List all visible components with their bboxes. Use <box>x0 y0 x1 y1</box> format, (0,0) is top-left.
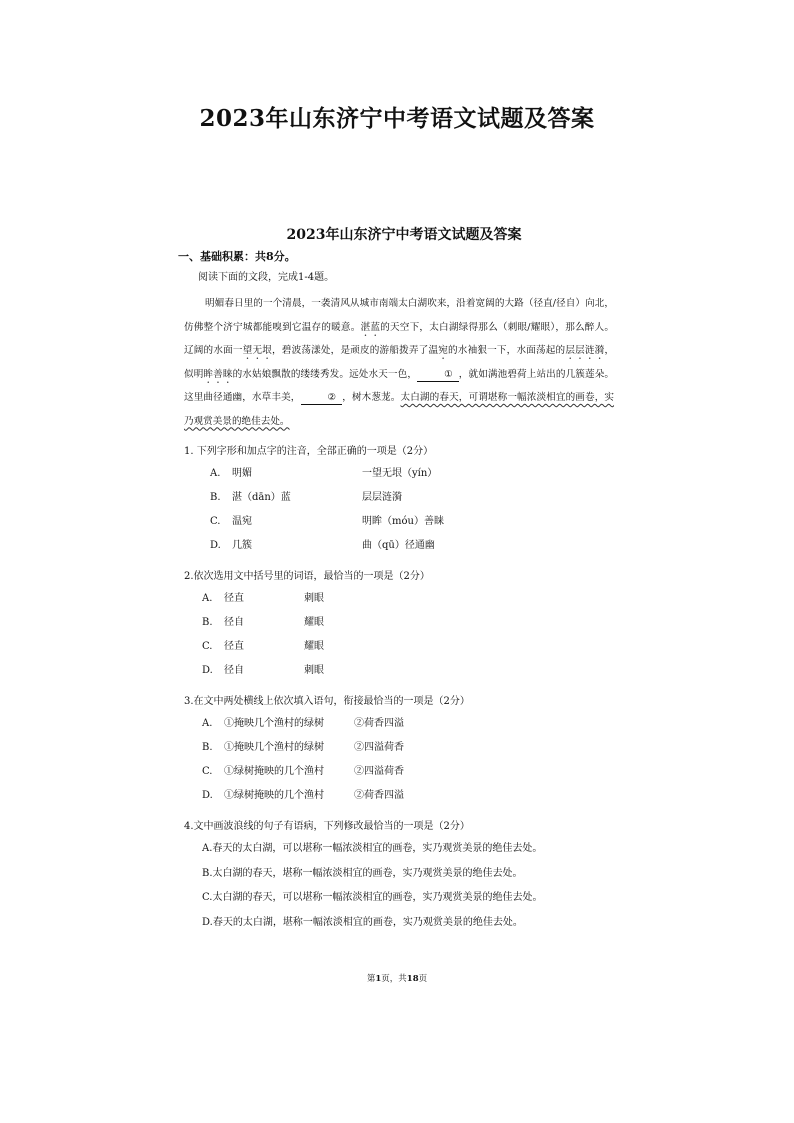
option-b: B.太白湖的春天，堪称一幅浓淡相宜的画卷，实乃观赏美景的绝佳去处。 <box>202 867 523 879</box>
option-letter: B. <box>202 617 213 628</box>
option-text: 曲（qū）径通幽 <box>362 540 435 551</box>
option-text: 耀眼 <box>304 617 324 628</box>
option-d <box>184 659 614 683</box>
option-text: ①掩映几个渔村的绿树 <box>224 718 324 729</box>
passage-text: 的水袖狠一下，水面荡起的 <box>448 345 566 356</box>
option-text: ②荷香四溢 <box>354 790 404 801</box>
option-a: A.春天的太白湖，可以堪称一幅浓淡相宜的画卷，实乃观赏美景的绝佳去处。 <box>202 843 543 854</box>
option-letter: D. <box>210 540 221 551</box>
passage-text: ，碧波荡漾处，是顽皮的游船拨弄了温 <box>272 345 439 356</box>
option-letter: B. <box>210 492 221 503</box>
dotted-word: 湛蓝 <box>360 321 381 333</box>
option-text: 径自 <box>224 665 244 676</box>
option-letter: A. <box>210 468 221 479</box>
reading-instruction: 阅读下面的文段，完成1-4题。 <box>198 272 335 283</box>
fill-blank-2: ② <box>301 392 343 405</box>
footer-text: 第 <box>366 974 376 984</box>
option-c <box>184 510 614 534</box>
option-letter: C. <box>202 641 213 652</box>
option-d <box>184 784 614 808</box>
dotted-word: 层层涟漪 <box>565 345 605 356</box>
option-letter: A. <box>202 593 213 604</box>
option-text: ②荷香四溢 <box>354 718 404 729</box>
section-heading: 一、基础积累：共8分。 <box>178 250 296 263</box>
option-text: ①绿树掩映的几个渔村 <box>224 790 324 801</box>
wavy-underlined-sentence: 太白湖的春天，可谓堪称一幅浓淡相宜的画卷，实乃观赏美景的绝佳去处。 <box>184 392 615 427</box>
option-b <box>184 611 614 635</box>
option-text: 刺眼 <box>304 665 324 676</box>
dotted-word: 望无垠 <box>242 345 273 356</box>
passage-text: ，就如满池碧荷上站出的几簇莲朵。这里曲径通幽，水草丰美， <box>184 368 615 403</box>
passage-text: 的天空下，太白湖绿得那么（刺眼/耀眼），那么醉人。辽阔的水面一 <box>184 321 615 356</box>
option-text: 刺眼 <box>304 593 324 604</box>
option-text: 径自 <box>224 617 244 628</box>
question-4 <box>184 816 614 935</box>
option-b <box>184 486 614 510</box>
question-2 <box>184 566 614 683</box>
option-letter: D. <box>202 790 213 801</box>
option-c: C.太白湖的春天，可以堪称一幅浓淡相宜的画卷，实乃观赏美景的绝佳去处。 <box>202 892 543 903</box>
passage-text: ，树木葱茏。 <box>342 392 401 403</box>
dotted-word: 眸善睐 <box>203 368 233 380</box>
passage-text: 的水姑娘飘散的缕缕秀发。远处水天一色， <box>232 368 418 380</box>
option-text: ②四溢荷香 <box>354 742 404 753</box>
option-text: 层层涟漪 <box>362 492 402 503</box>
page-footer <box>0 972 794 984</box>
option-letter: C. <box>210 516 221 527</box>
option-letter: C. <box>202 766 213 777</box>
option-letter: A. <box>202 718 213 729</box>
page-total: 18 <box>406 974 419 984</box>
option-text: 径直 <box>224 593 244 604</box>
option-text: 几簇 <box>232 540 252 551</box>
option-c <box>184 760 614 784</box>
option-text: 湛（dān）蓝 <box>232 492 291 503</box>
question-3 <box>184 691 614 808</box>
page-number: 1 <box>375 974 382 984</box>
question-1 <box>184 441 614 558</box>
option-text: ①掩映几个渔村的绿树 <box>224 742 324 753</box>
document-page <box>178 227 615 935</box>
option-a <box>184 462 614 486</box>
question-stem: 4.文中画波浪线的句子有语病，下列修改最恰当的一项是（2分） <box>184 821 470 832</box>
option-text: 耀眼 <box>304 641 324 652</box>
option-a <box>184 587 614 611</box>
option-text: 明眸（móu）善睐 <box>362 516 444 527</box>
reading-passage <box>184 292 614 433</box>
main-title: 2023年山东济宁中考语文试题及答案 <box>199 105 595 132</box>
option-text: 一望无垠（yín） <box>362 468 438 479</box>
option-text: ②四溢荷香 <box>354 766 404 777</box>
fill-blank-1: ① <box>417 369 459 382</box>
option-text: 温宛 <box>232 516 252 527</box>
option-text: ①绿树掩映的几个渔村 <box>224 766 324 777</box>
option-c <box>184 635 614 659</box>
option-b <box>184 736 614 760</box>
question-stem: 3.在文中两处横线上依次填入语句，衔接最恰当的一项是（2分） <box>184 696 470 707</box>
option-text: 径直 <box>224 641 244 652</box>
dotted-word: 宛 <box>438 345 449 356</box>
footer-text: 页 <box>418 974 428 984</box>
question-stem: 2.依次选用文中括号里的词语，最恰当的一项是（2分） <box>184 571 430 582</box>
option-a <box>184 712 614 736</box>
option-d: D.春天的太白湖，堪称一幅浓淡相宜的画卷，实乃观赏美景的绝佳去处。 <box>202 916 523 928</box>
page-title: 2023年山东济宁中考语文试题及答案 <box>286 227 522 243</box>
passage-text: ，似明 <box>184 345 615 380</box>
option-text: 明媚 <box>232 468 252 479</box>
passage-text: 明媚春日里的一个清晨，一袭清风从城市南端太白湖吹来，沿着宽阔的大路（径直/径自）向北，仿佛整个济宁城都能嗅到它温存的暖意。 <box>184 298 614 333</box>
option-d <box>184 534 614 558</box>
option-letter: D. <box>202 665 213 676</box>
option-letter: B. <box>202 742 213 753</box>
footer-text: 页，共 <box>381 974 407 984</box>
question-stem: 1. 下列字形和加点字的注音，全部正确的一项是（2分） <box>184 446 434 457</box>
